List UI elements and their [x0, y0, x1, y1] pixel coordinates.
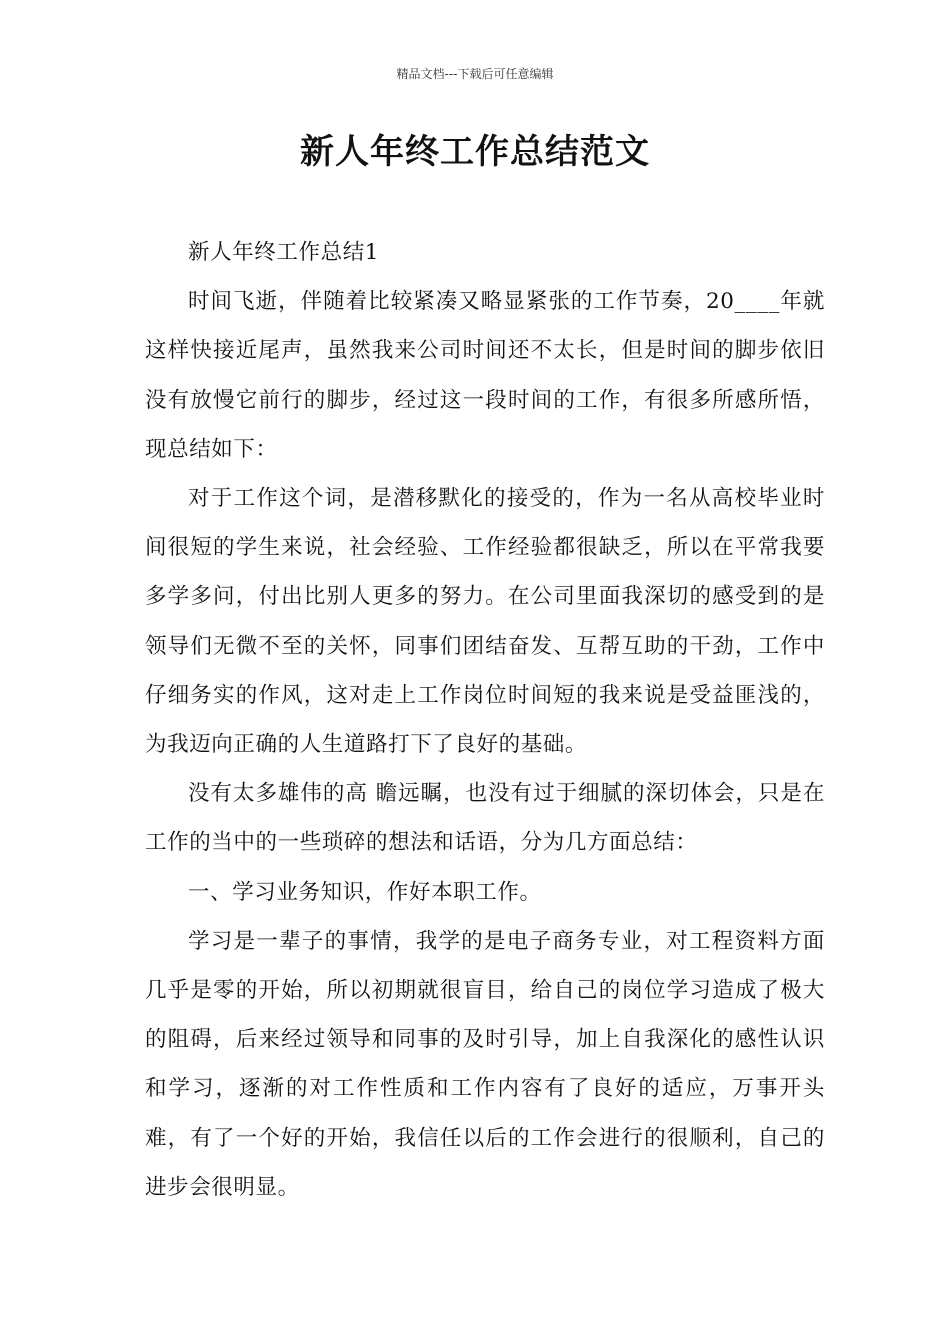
paragraph: 学习是一辈子的事情，我学的是电子商务专业，对工程资料方面几乎是零的开始，所以初期就很盲目，给自己的岗位学习造成了极大的阻碍，后来经过领导和同事的及时引导，加上自我深化的感性认识和学习，逐渐的对工作性质和工作内容有了良好的适应，万事开头难，有了一个好的开始，我信任以后的工作会进行的很顺利，自己的进步会很明显。 [145, 928, 825, 1200]
paragraph: 对于工作这个词，是潜移默化的接受的，作为一名从高校毕业时间很短的学生来说，社会经验、工作经验都很缺乏，所以在平常我要多学多问，付出比别人更多的努力。在公司里面我深切的感受到的是领导们无微不至的关怀，同事们团结奋发、互帮互助的干劲，工作中仔细务实的作风，这对走上工作岗位时间短的我来说是受益匪浅的，为我迈向正确的人生道路打下了良好的基础。 [145, 486, 825, 758]
header-note: 精品文档---下载后可任意编辑 [396, 67, 554, 81]
document-body [145, 228, 825, 1212]
section-heading: 一、学习业务知识，作好本职工作。 [188, 879, 542, 905]
document-title: 新人年终工作总结范文 [300, 132, 650, 172]
paragraph: 没有太多雄伟的高 瞻远瞩，也没有过于细腻的深切体会，只是在工作的当中的一些琐碎的想法和话语，分为几方面总结： [145, 781, 825, 856]
paragraph: 时间飞逝，伴随着比较紧凑又略显紧张的工作节奏，20____年就这样快接近尾声，虽然我来公司时间还不太长，但是时间的脚步依旧没有放慢它前行的脚步，经过这一段时间的工作，有很多所感所悟，现总结如下： [145, 289, 825, 462]
section-heading: 新人年终工作总结1 [188, 240, 380, 265]
